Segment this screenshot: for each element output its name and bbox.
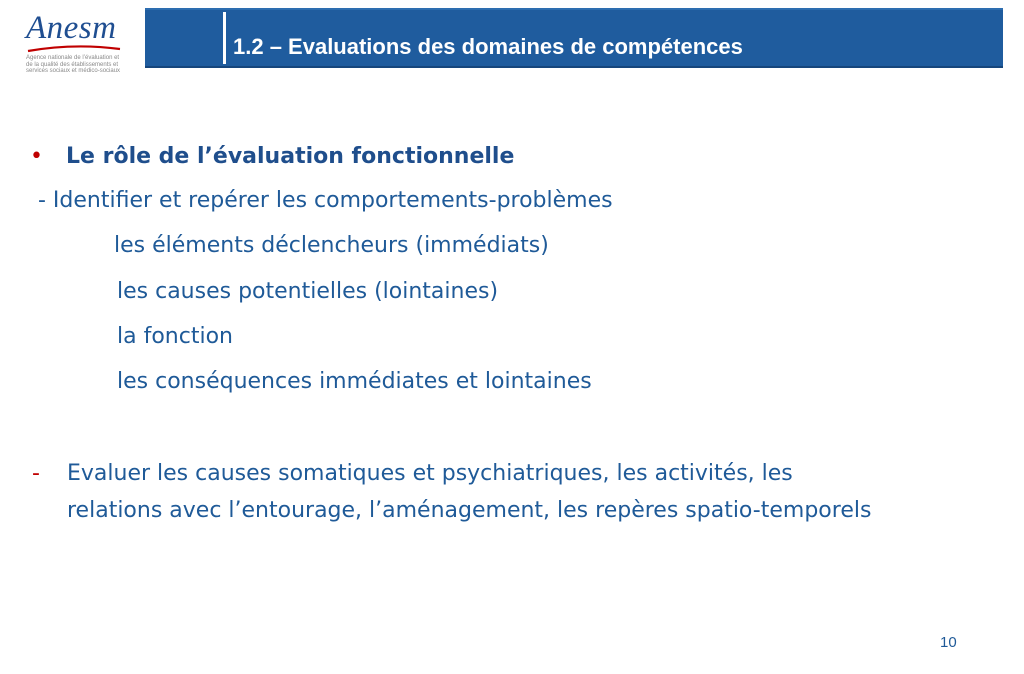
list-item-function: la fonction <box>117 324 233 349</box>
list-item-consequences: les conséquences immédiates et lointaines <box>117 369 592 394</box>
page-title: 1.2 – Evaluations des domaines de compétences <box>233 34 743 59</box>
evaluate-line-1: Evaluer les causes somatiques et psychiatriques, les activités, les <box>67 461 793 486</box>
logo-wordmark: Anesm <box>26 10 117 46</box>
dash-bullet: - <box>32 461 40 486</box>
evaluate-line-2: relations avec l’entourage, l’aménagement, les repères spatio-temporels <box>67 498 872 523</box>
main-heading-row <box>30 143 515 171</box>
bullet-icon: • <box>30 144 43 169</box>
list-item-triggers: les éléments déclencheurs (immédiats) <box>114 233 549 258</box>
logo-tagline: Agence nationale de l’évaluation et de la qualité des établissements et services sociaux et médico-sociaux <box>26 55 121 74</box>
section-heading: Le rôle de l’évaluation fonctionnelle <box>66 144 515 169</box>
list-item-causes: les causes potentielles (lointaines) <box>117 279 499 304</box>
evaluate-paragraph <box>32 460 40 488</box>
page-number: 10 <box>940 634 957 651</box>
identify-line: - Identifier et repérer les comportements-problèmes <box>38 188 613 213</box>
